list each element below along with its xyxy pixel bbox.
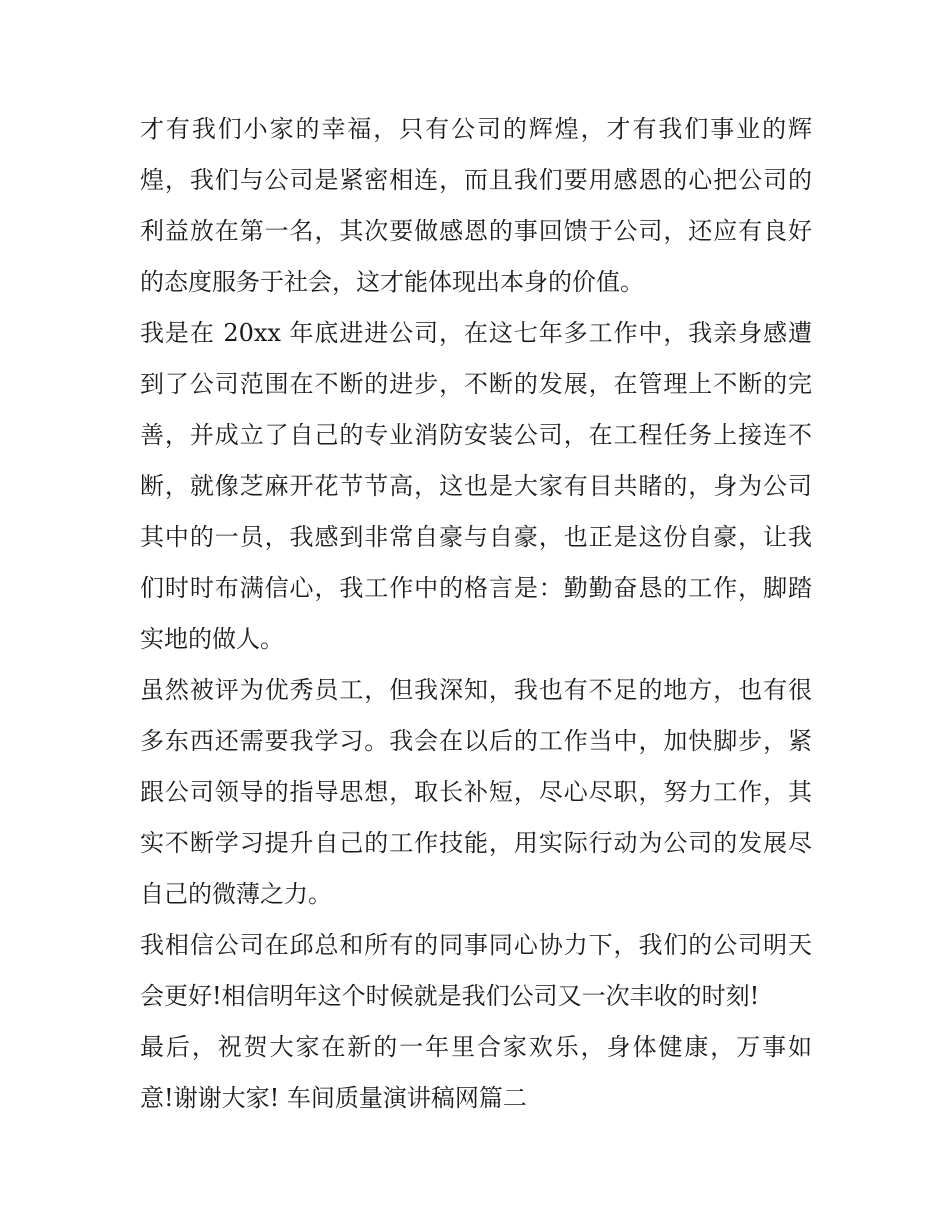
paragraph-2-line-6: 们时时布满信心，我工作中的格言是：勤勤奋恳的工作，脚踏 bbox=[140, 574, 812, 602]
paragraph-2-line-7: 实地的做人。 bbox=[140, 625, 284, 653]
paragraph-1-line-1: 才有我们小家的幸福，只有公司的辉煌，才有我们事业的辉 bbox=[140, 115, 812, 143]
paragraph-1-line-3: 利益放在第一名，其次要做感恩的事回馈于公司，还应有良好 bbox=[140, 217, 812, 245]
paragraph-2-line-2: 到了公司范围在不断的进步，不断的发展，在管理上不断的完 bbox=[140, 370, 812, 398]
paragraph-4-line-2: 会更好!相信明年这个时候就是我们公司又一次丰收的时刻! bbox=[140, 982, 760, 1010]
document-body bbox=[140, 104, 812, 1124]
paragraph-5-line-2: 意!谢谢大家! 车间质量演讲稿网篇二 bbox=[140, 1084, 527, 1112]
paragraph-3-line-1: 虽然被评为优秀员工，但我深知，我也有不足的地方，也有很 bbox=[140, 676, 812, 704]
paragraph-2-line-5: 其中的一员，我感到非常自豪与自豪，也正是这份自豪，让我 bbox=[140, 523, 812, 551]
paragraph-2-line-4: 断，就像芝麻开花节节高，这也是大家有目共睹的，身为公司 bbox=[140, 472, 812, 500]
paragraph-5-line-1: 最后，祝贺大家在新的一年里合家欢乐，身体健康，万事如 bbox=[140, 1033, 812, 1061]
paragraph-4-line-1: 我相信公司在邱总和所有的同事同心协力下，我们的公司明天 bbox=[140, 931, 812, 959]
paragraph-3-line-4: 实不断学习提升自己的工作技能，用实际行动为公司的发展尽 bbox=[140, 829, 812, 857]
paragraph-3-line-3: 跟公司领导的指导思想，取长补短，尽心尽职，努力工作，其 bbox=[140, 778, 812, 806]
paragraph-1-line-4: 的态度服务于社会，这才能体现出本身的价值。 bbox=[140, 268, 644, 296]
paragraph-2-line-3: 善，并成立了自己的专业消防安装公司，在工程任务上接连不 bbox=[140, 421, 812, 449]
paragraph-2-line-1: 我是在 20xx 年底进进公司，在这七年多工作中，我亲身感遭 bbox=[140, 319, 812, 347]
paragraph-3-line-5: 自己的微薄之力。 bbox=[140, 880, 332, 908]
paragraph-1-line-2: 煌，我们与公司是紧密相连，而且我们要用感恩的心把公司的 bbox=[140, 166, 812, 194]
paragraph-3-line-2: 多东西还需要我学习。我会在以后的工作当中，加快脚步，紧 bbox=[140, 727, 812, 755]
